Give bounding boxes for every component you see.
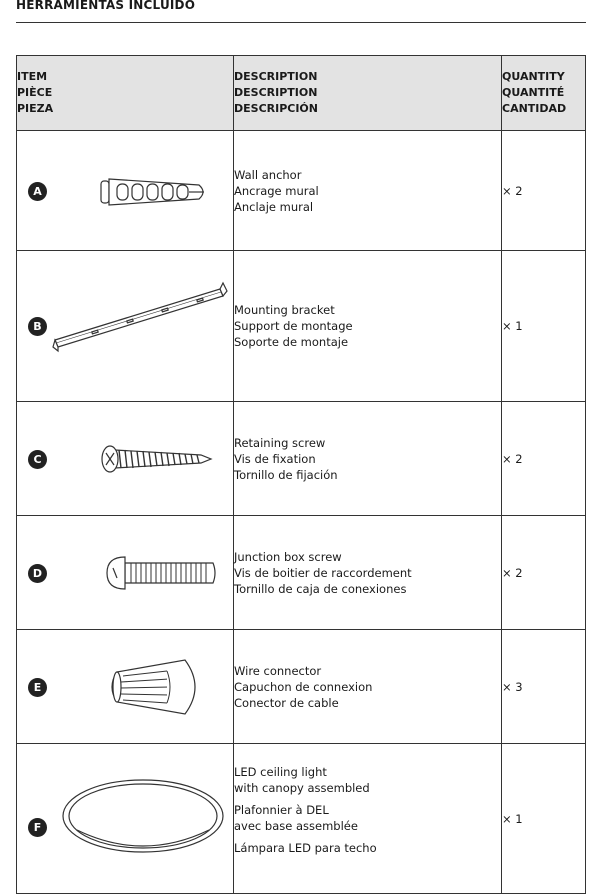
description-fr: Capuchon de connexion bbox=[234, 679, 373, 694]
description-es: Lámpara LED para techo bbox=[234, 841, 377, 855]
item-column-header bbox=[17, 56, 234, 131]
description-en: Wire connector bbox=[234, 663, 322, 678]
parts-table bbox=[16, 55, 586, 894]
description-es: Conector de cable bbox=[234, 695, 339, 710]
header-description-es: DESCRIPCIÓN bbox=[234, 102, 318, 115]
item-letter-badge: B bbox=[28, 317, 47, 336]
header-quantity-en: QUANTITY bbox=[502, 70, 565, 83]
item-cell bbox=[17, 402, 234, 516]
header-quantity-fr: QUANTITÉ bbox=[502, 86, 565, 99]
description-cell bbox=[234, 744, 502, 894]
section-title: HERRAMIENTAS INCLUIDO bbox=[16, 0, 196, 12]
description-fr: Plafonnier à DEL bbox=[234, 803, 329, 817]
description-es: Tornillo de caja de conexiones bbox=[234, 581, 407, 596]
table-header-row bbox=[17, 56, 586, 131]
description-cell bbox=[234, 630, 502, 744]
description-en: Junction box screw bbox=[234, 549, 342, 564]
description-cell bbox=[234, 131, 502, 251]
header-item-fr: PIÈCE bbox=[17, 86, 53, 99]
description-es: Tornillo de fijación bbox=[234, 467, 338, 482]
item-cell bbox=[17, 251, 234, 402]
retaining-screw-icon bbox=[17, 402, 234, 516]
item-letter-badge: E bbox=[28, 678, 47, 697]
description-fr: Vis de boitier de raccordement bbox=[234, 565, 412, 580]
item-cell bbox=[17, 516, 234, 630]
header-item-es: PIEZA bbox=[17, 102, 54, 115]
table-row bbox=[17, 744, 586, 894]
quantity-column-header bbox=[502, 56, 586, 131]
description-es: Soporte de montaje bbox=[234, 335, 349, 349]
table-row bbox=[17, 402, 586, 516]
description-en-2: with canopy assembled bbox=[234, 781, 370, 795]
table-row bbox=[17, 630, 586, 744]
header-description-en: DESCRIPTION bbox=[234, 70, 318, 83]
quantity-cell: × 2 bbox=[502, 131, 586, 251]
quantity-cell: × 2 bbox=[502, 402, 586, 516]
item-cell bbox=[17, 131, 234, 251]
description-cell bbox=[234, 251, 502, 402]
description-fr: Vis de fixation bbox=[234, 451, 316, 466]
table-row bbox=[17, 131, 586, 251]
header-description-fr: DESCRIPTION bbox=[234, 86, 318, 99]
description-fr: Support de montage bbox=[234, 319, 353, 333]
header-quantity-es: CANTIDAD bbox=[502, 102, 567, 115]
description-en: Wall anchor bbox=[234, 167, 302, 182]
ceiling-light-icon bbox=[17, 744, 234, 894]
description-en: LED ceiling light bbox=[234, 765, 327, 779]
table-row bbox=[17, 516, 586, 630]
description-es: Anclaje mural bbox=[234, 199, 314, 214]
wall-anchor-icon bbox=[17, 131, 234, 251]
wire-connector-icon bbox=[17, 630, 234, 744]
item-letter-badge: F bbox=[28, 818, 47, 837]
quantity-cell: × 1 bbox=[502, 744, 586, 894]
title-divider bbox=[16, 22, 586, 23]
description-fr-2: avec base assemblée bbox=[234, 819, 358, 833]
description-en: Retaining screw bbox=[234, 435, 326, 450]
item-letter-badge: C bbox=[28, 450, 47, 469]
description-fr: Ancrage mural bbox=[234, 183, 319, 198]
junction-box-screw-icon bbox=[17, 516, 234, 630]
item-letter-badge: A bbox=[28, 182, 47, 201]
quantity-cell: × 3 bbox=[502, 630, 586, 744]
item-cell bbox=[17, 744, 234, 894]
table-row bbox=[17, 251, 586, 402]
header-item-en: ITEM bbox=[17, 70, 48, 83]
description-cell bbox=[234, 402, 502, 516]
quantity-cell: × 2 bbox=[502, 516, 586, 630]
item-cell bbox=[17, 630, 234, 744]
quantity-cell: × 1 bbox=[502, 251, 586, 402]
description-column-header bbox=[234, 56, 502, 131]
mounting-bracket-icon bbox=[17, 251, 234, 402]
item-letter-badge: D bbox=[28, 564, 47, 583]
description-cell bbox=[234, 516, 502, 630]
description-en: Mounting bracket bbox=[234, 303, 335, 317]
